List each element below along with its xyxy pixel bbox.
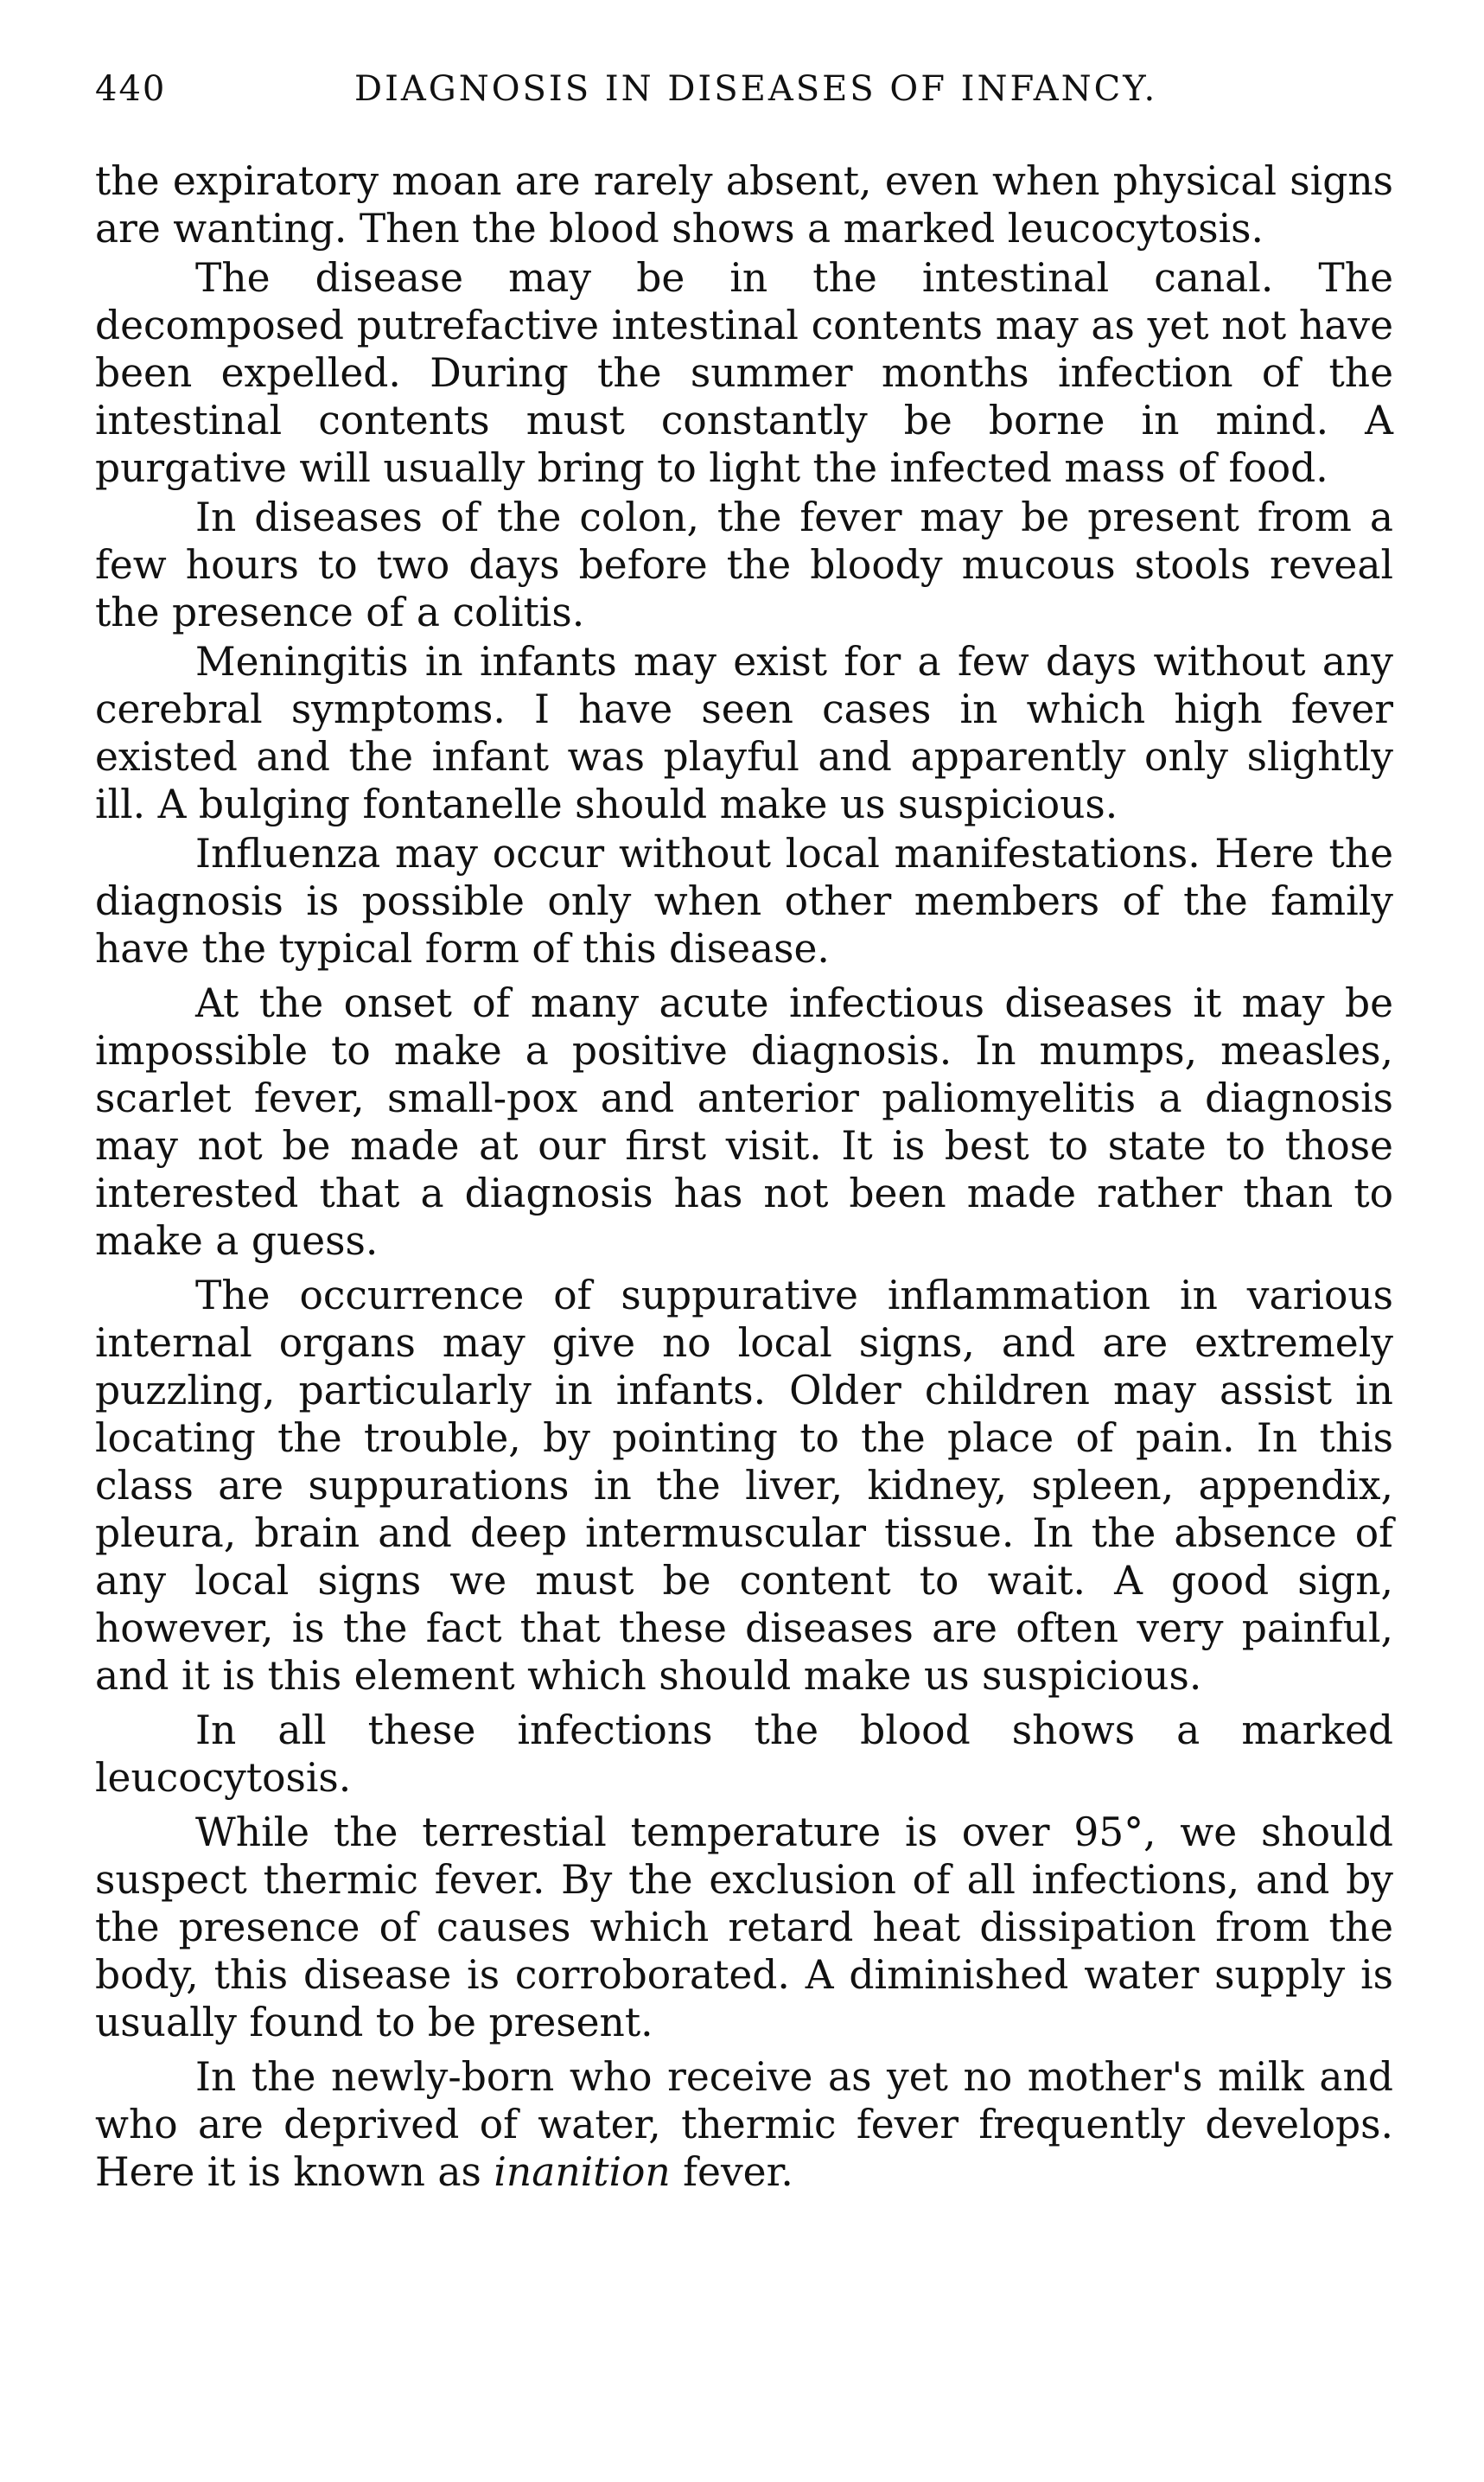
paragraph-10 [95, 2053, 1393, 2196]
paragraph-2: The disease may be in the intestinal canal. The decomposed putrefactive intestinal contents may as yet not have been expelled. During the summer months infection of the intestinal contents must constantly be borne in mind. A purgative will usually bring to light the infected mass of food. [95, 255, 1393, 491]
page-body [95, 157, 1393, 2196]
page-number: 440 [95, 69, 167, 109]
running-head: DIAGNOSIS IN DISEASES OF INFANCY. [354, 69, 1158, 109]
paragraph-1: the expiratory moan are rarely absent, even when physical signs are wanting. Then the blood shows a marked leucocytosis. [95, 158, 1393, 252]
paragraph-6: At the onset of many acute infectious diseases it may be impossible to make a positive diagnosis. In mumps, measles, scarlet fever, small-pox and anterior paliomyelitis a diagnosis may not be made at our first visit. It is best to state to those interested that a diagnosis has not been made rather than to make a guess. [95, 980, 1393, 1264]
paragraph-3: In diseases of the colon, the fever may be present from a few hours to two days before the bloody mucous stools reveal the presence of a colitis. [95, 494, 1393, 635]
paragraph-5: Influenza may occur without local manifestations. Here the diagnosis is possible only when other members of the family have the typical form of this disease. [95, 831, 1393, 972]
paragraph-9: While the terrestial temperature is over 95°, we should suspect thermic fever. By the exclusion of all infections, and by the presence of causes which retard heat dissipation from the body, this disease is corroborated. A diminished water supply is usually found to be present. [95, 1809, 1393, 2045]
emphasized-word: inanition [494, 2149, 671, 2195]
paragraph-8: In all these infections the blood shows a marked leucocytosis. [95, 1707, 1393, 1801]
paragraph-4: Meningitis in infants may exist for a few days without any cerebral symptoms. I have seen cases in which high fever existed and the infant was playful and apparently only slightly ill. A bulging fontanelle should make us suspicious. [95, 639, 1393, 827]
page-header [95, 69, 1392, 121]
paragraph-7: The occurrence of suppurative inflammation in various internal organs may give no local signs, and are extremely puzzling, particularly in infants. Older children may assist in locating the trouble, by pointing to the place of pain. In this class are suppurations in the liver, kidney, spleen, appendix, pleura, brain and deep intermuscular tissue. In the absence of any local signs we must be content to wait. A good sign, however, is the fact that these diseases are often very painful, and it is this element which should make us suspicious. [95, 1273, 1393, 1699]
paragraph-10-ending: fever. [670, 2149, 793, 2195]
paragraph-10-text: In the newly-born who receive as yet no mother's milk and who are deprived of water, thermic fever frequently develops. Here it is known as [95, 2054, 1393, 2195]
